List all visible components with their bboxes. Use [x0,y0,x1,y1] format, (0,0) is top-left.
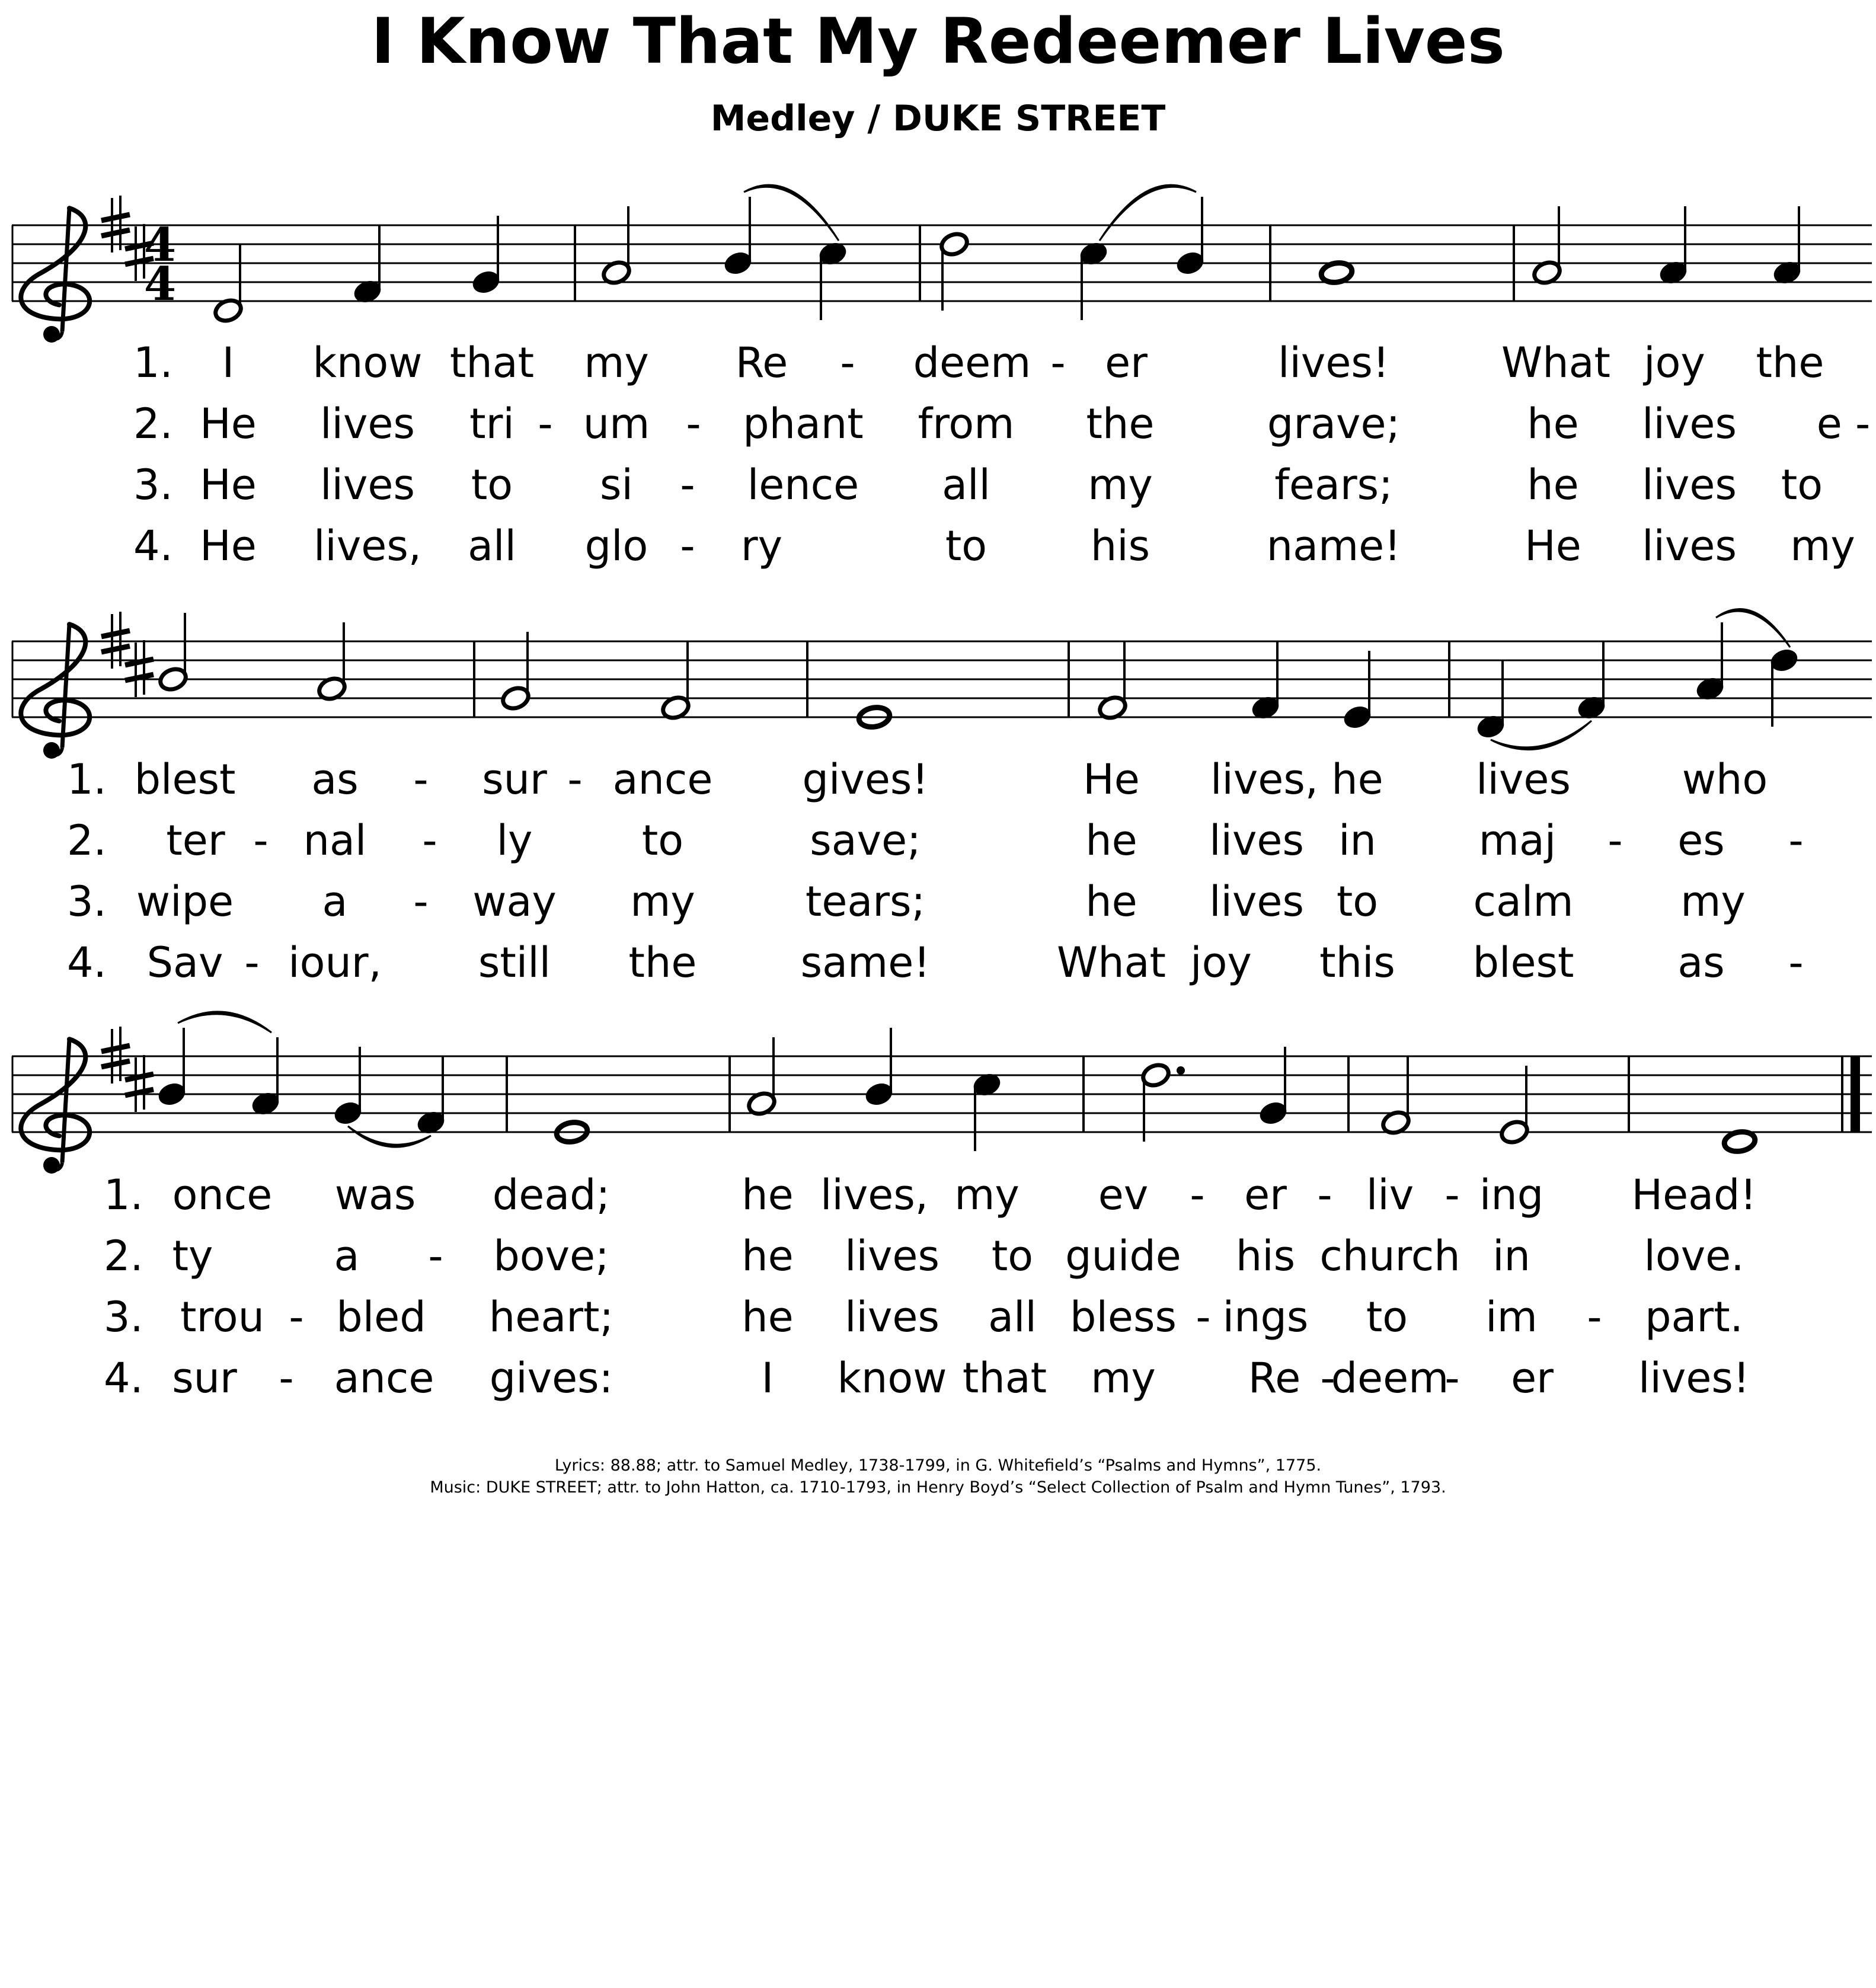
lyric-syllable: love. [1644,1232,1744,1280]
lyric-syllable: guide [1065,1232,1181,1280]
verse-number: 1. [104,1171,143,1219]
lyric-syllable: um [583,399,650,448]
slur-s1 [1491,721,1591,750]
lyric-syllable: lives [1642,461,1737,509]
lyric-syllable: that [449,338,535,387]
lyric-syllable: gives: [489,1354,613,1402]
sharp-stroke [101,1061,130,1067]
sharp-stroke [101,1046,130,1051]
lyric-hyphen: - [1196,1293,1211,1341]
lyric-hyphen: - [1190,1171,1205,1219]
lyric-syllable: as [311,755,359,804]
sharp-stroke [101,230,130,236]
lyric-syllable: he [1331,755,1383,804]
lyric-syllable: his [1090,522,1150,570]
lyric-syllable: ry [740,522,783,570]
lyric-syllable: glo [584,522,648,570]
verse-number: 1. [67,755,107,804]
lyric-syllable: blest [134,755,236,804]
lyric-syllable: deem [913,338,1031,387]
lyric-syllable: deem [1331,1354,1449,1402]
note-s2-17 [1723,1130,1757,1154]
lyric-hyphen: - [1317,1171,1332,1219]
lyric-syllable: lives [1476,755,1571,804]
lyric-syllable: to [1781,461,1823,509]
lyric-syllable: a [334,1232,360,1280]
lyric-syllable: lives [1642,399,1737,448]
lyric-syllable: his [1235,1232,1296,1280]
lyric-syllable: ev [1098,1171,1149,1219]
verse-number: 2. [104,1232,143,1280]
lyric-syllable: who [1682,755,1768,804]
lyric-hyphen: - [840,338,855,387]
lyric-syllable: wipe [136,877,234,926]
lyric-syllable: lence [747,461,859,509]
lyric-syllable: grave; [1267,399,1401,448]
lyric-hyphen: - [686,399,701,448]
lyric-syllable: lives! [1638,1354,1750,1402]
verse-number: 4. [67,938,107,987]
lyric-syllable: ance [334,1354,434,1402]
lyric-syllable: er [1105,338,1148,387]
lyric-syllable: I [761,1354,774,1402]
lyric-hyphen: - [1587,1293,1602,1341]
lyric-syllable: lives, [1210,755,1319,804]
lyric-syllable: er [1244,1171,1287,1219]
clef-stem [62,1039,69,1162]
lyric-syllable: bless [1070,1293,1177,1341]
time-signature-top: 4 [143,218,177,272]
slur-s0 [1100,185,1196,241]
lyric-syllable: the [1086,399,1155,448]
lyric-syllable: my [584,338,649,387]
lyric-hyphen: - [1607,816,1623,865]
lyric-hyphen: - [1788,816,1804,865]
lyric-syllable: sur [172,1354,237,1402]
time-signature-bottom: 4 [143,257,177,311]
lyric-syllable: ty [172,1232,213,1280]
lyric-syllable: he [742,1232,794,1280]
lyric-syllable: lives [845,1232,939,1280]
lyric-syllable: si [600,461,633,509]
lyric-syllable: my [954,1171,1020,1219]
lyric-syllable: He [200,522,257,570]
music-credit: Music: DUKE STREET; attr. to John Hatton, ca. 1710-1793, in Henry Boyd’s “Select Collection of Psalm and Hymn Tunes”, 1793. [430,1478,1446,1497]
slur-s2 [348,1126,431,1147]
lyric-syllable: all [942,461,990,509]
lyric-syllable: way [472,877,557,926]
lyric-syllable: name! [1266,522,1401,570]
lyric-syllable: ings [1222,1293,1309,1341]
lyric-syllable: all [468,522,516,570]
lyric-syllable: Head! [1631,1171,1757,1219]
lyric-syllable: fears; [1274,461,1393,509]
lyric-syllable: He [1083,755,1140,804]
lyric-syllable: all [988,1293,1037,1341]
slur-s2 [178,1012,271,1033]
lyric-syllable: blest [1472,938,1574,987]
lyric-syllable: er [1511,1354,1554,1402]
lyric-syllable: tears; [805,877,926,926]
lyric-syllable: liv [1366,1171,1414,1219]
hymn-title: I Know That My Redeemer Lives [371,5,1505,78]
lyric-hyphen: - [680,522,695,570]
lyric-syllable: the [1756,338,1824,387]
verse-number: 2. [133,399,173,448]
lyric-syllable: know [312,338,423,387]
lyric-syllable: to [1336,877,1379,926]
lyric-syllable: lives [1642,522,1737,570]
verse-number: 3. [67,877,107,926]
lyric-syllable: calm [1473,877,1574,926]
verse-number: 3. [133,461,173,509]
lyric-syllable: he [1527,399,1579,448]
lyric-syllable: lives, [313,522,422,570]
verse-number: 4. [133,522,173,570]
lyric-syllable: lives, [820,1171,929,1219]
lyric-syllable: ly [496,816,533,865]
lyric-syllable: What [1057,938,1166,987]
verse-number: 3. [104,1293,143,1341]
lyric-syllable: same! [800,938,931,987]
lyric-syllable: phant [743,399,864,448]
lyric-hyphen: - [1444,1171,1460,1219]
lyric-syllable: iour, [288,938,382,987]
lyric-hyphen: - [413,877,429,926]
lyric-hyphen: - [567,755,583,804]
lyric-syllable: my [1091,1354,1156,1402]
lyric-syllable: know [837,1354,947,1402]
lyric-syllable: ter [166,816,225,865]
verse-number: 4. [104,1354,143,1402]
lyric-syllable: What [1501,338,1610,387]
lyric-syllable: my [1790,522,1855,570]
lyric-syllable: I [222,338,235,387]
lyric-syllable: ance [612,755,713,804]
lyric-hyphen: - [538,399,553,448]
lyric-syllable: he [1085,877,1137,926]
lyric-hyphen: - [289,1293,304,1341]
lyric-syllable: once [172,1171,273,1219]
lyric-syllable: Re [1248,1354,1301,1402]
lyric-syllable: part. [1645,1293,1743,1341]
hymn-subtitle: Medley / DUKE STREET [710,98,1166,139]
lyric-syllable: he [742,1171,794,1219]
lyric-syllable: e - [1816,399,1871,448]
lyric-hyphen: - [244,938,260,987]
lyric-syllable: this [1319,938,1395,987]
lyric-hyphen: - [1050,338,1066,387]
lyric-syllable: Sav [146,938,223,987]
lyric-syllable: tri [469,399,514,448]
lyric-syllable: church [1319,1232,1460,1280]
lyric-syllable: joy [1644,338,1705,387]
lyric-hyphen: - [279,1354,294,1402]
lyric-hyphen: - [680,461,695,509]
lyric-syllable: he [1085,816,1137,865]
lyric-hyphen: - [253,816,269,865]
lyric-syllable: to [991,1232,1034,1280]
lyric-syllable: he [742,1293,794,1341]
lyric-syllable: the [628,938,697,987]
lyric-syllable: lives [845,1293,939,1341]
lyric-syllable: es [1677,816,1725,865]
lyric-syllable: a [322,877,348,926]
lyric-syllable: my [630,877,695,926]
note-s0-12 [1320,261,1354,285]
lyric-syllable: im [1485,1293,1538,1341]
verse-number: 1. [133,338,173,387]
lyric-syllable: heart; [488,1293,614,1341]
lyric-syllable: that [962,1354,1047,1402]
lyric-syllable: gives! [802,755,929,804]
clef-stem [62,208,69,331]
lyric-syllable: to [1366,1293,1408,1341]
augmentation-dot [1177,1066,1185,1075]
lyric-hyphen: - [1788,938,1804,987]
sharp-stroke [101,631,130,637]
lyric-syllable: was [334,1171,416,1219]
slur-s0 [744,185,839,241]
lyric-syllable: as [1677,938,1725,987]
lyric-syllable: He [1525,522,1581,570]
clef-stem [62,624,69,747]
lyric-syllable: ing [1479,1171,1544,1219]
sharp-stroke [101,646,130,652]
verse-number: 2. [67,816,107,865]
lyric-syllable: in [1338,816,1376,865]
lyric-syllable: to [471,461,513,509]
lyric-syllable: my [1680,877,1746,926]
lyric-syllable: dead; [492,1171,611,1219]
lyric-syllable: lives [320,399,415,448]
lyric-syllable: my [1088,461,1153,509]
lyric-syllable: lives [1209,877,1304,926]
lyric-syllable: save; [810,816,921,865]
lyric-syllable: to [945,522,987,570]
lyric-syllable: he [1527,461,1579,509]
lyric-hyphen: - [422,816,437,865]
lyric-syllable: sur [482,755,547,804]
lyric-syllable: lives! [1278,338,1389,387]
lyric-syllable: He [200,461,257,509]
lyric-syllable: from [918,399,1015,448]
lyric-hyphen: - [1320,1354,1335,1402]
lyric-hyphen: - [1444,1354,1460,1402]
lyric-syllable: bove; [493,1232,609,1280]
lyric-hyphen: - [413,755,429,804]
lyric-syllable: trou [180,1293,264,1341]
lyric-syllable: Re [735,338,788,387]
lyric-syllable: still [478,938,551,987]
lyric-hyphen: - [428,1232,443,1280]
lyric-syllable: lives [1209,816,1304,865]
lyrics-credit: Lyrics: 88.88; attr. to Samuel Medley, 1738-1799, in G. Whitefield’s “Psalms and Hymns”, 1775. [554,1456,1322,1475]
lyric-syllable: to [641,816,684,865]
lyric-syllable: He [200,399,257,448]
lyric-syllable: joy [1190,938,1252,987]
lyric-syllable: lives [320,461,415,509]
final-barline-thick [1851,1056,1860,1132]
lyric-syllable: in [1493,1232,1530,1280]
lyric-syllable: bled [336,1293,426,1341]
lyric-syllable: nal [303,816,367,865]
sharp-stroke [101,215,130,220]
lyric-syllable: maj [1478,816,1557,865]
